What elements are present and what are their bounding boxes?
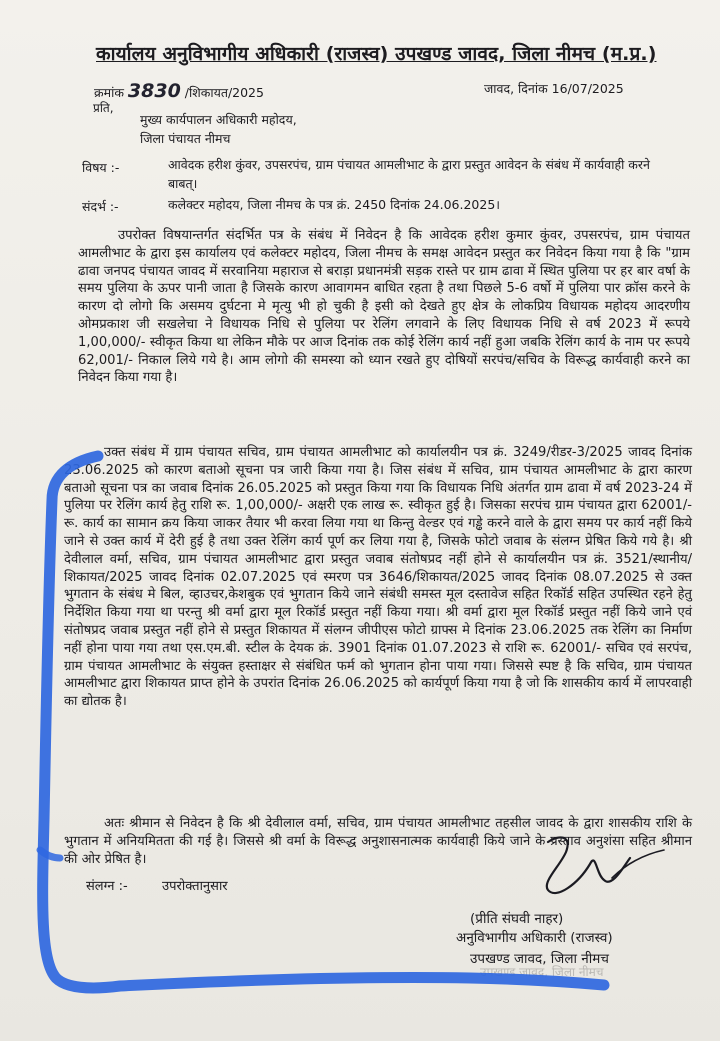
subject-text: आवेदक हरीश कुंवर, उपसरपंच, ग्राम पंचायत आमलीभाट के द्वारा प्रस्तुत आवेदन के संबंध में कार्यवाही करने बाबत्। (168, 157, 650, 191)
office-header: कार्यालय अनुविभागीय अधिकारी (राजस्व) उपखण्ड जावद, जिला नीमच (म.प्र.) (96, 43, 657, 65)
signatory-designation: अनुविभागीय अधिकारी (राजस्व) (456, 930, 613, 946)
reference-letter-text: कलेक्टर महोदय, जिला नीमच के पत्र क्रं. 2450 दिनांक 24.06.2025। (168, 197, 501, 212)
blue-marker-tick (40, 850, 60, 858)
reference-suffix: /शिकायत/2025 (184, 85, 264, 100)
reference-prefix: क्रमांक (94, 85, 124, 100)
subject-label: विषय :- (82, 160, 120, 175)
paragraph-recommendation: अतः श्रीमान से निवेदन है कि श्री देवीलाल वर्मा, सचिव, ग्राम पंचायत आमलीभाट तहसील जावद के द्वारा शासकीय राशि के भुगतान में अनियमितता की गई है। जिससे श्री वर्मा के विरूद्ध अनुशासनात्मक कार्यवाही किये जाने के प्रस्ताव अनुशंसा सहित श्रीमान की ओर प्रेषित है। (64, 816, 692, 867)
reference-letter-label: संदर्भ :- (82, 199, 119, 214)
signatory-name: (प्रीति संघवी नाहर) (470, 911, 564, 927)
recipient-block (140, 110, 297, 148)
enclosure-text: उपरोक्तानुसार (162, 879, 228, 894)
signatory-office: उपखण्ड जावद, जिला नीमच (470, 951, 609, 967)
paragraph-investigation: उक्त संबंध में ग्राम पंचायत सचिव, ग्राम पंचायत आमलीभाट को कार्यालयीन पत्र क्रं. 3249/रीडर-3/2025 जावद दिनांक 23.06.2025 को कारण बताओ सूचना पत्र जारी किया गया है। जिस संबंध में सचिव, ग्राम पंचायत आमलीभाट के द्वारा कारण बताओ सूचना पत्र का जवाब दिनांक 26.05.2025 को प्रस्तुत किया गया कि विधायक निधि अंतर्गत ग्राम ढावा में वर्ष 2023-24 में पुलिया पर रेलिंग कार्य हेतु राशि रू. 1,00,000/- अक्षरी एक लाख रू. स्वीकृत हुई है। जिसका सरपंच ग्राम पंचायत द्वारा 62001/- रू. कार्य का सामान क्रय किया जाकर तैयार भी करवा लिया गया था किन्तु वेल्डर एवं गड्ढे करने वाले के द्वारा समय पर कार्य नहीं किये जाने से उक्त कार्य में देरी हुई है तथा उक्त रेलिंग कार्य पूर्ण कर लिया गया है, जिसके फोटो जवाब के संलग्न प्रेषित किये गये है। श्री देवीलाल वर्मा, सचिव, ग्राम पंचायत आमलीभाट द्वारा प्रस्तुत जवाब संतोषप्रद नहीं होने से कार्यालयीन पत्र क्रं. 3521/स्थानीय/शिकायत/2025 जावद दिनांक 02.07.2025 एवं स्मरण पत्र 3646/शिकायत/2025 जावद दिनांक 08.07.2025 से उक्त भुगतान के संबंध मे बिल, व्हाउचर,केशबुक एवं भुगतान किये जाने संबंधी समस्त मूल दस्तावेज सहित रिकॉर्ड सहित उपस्थित रहने हेतु निर्देशित किया गया था परन्तु श्री वर्मा द्वारा मूल रिकॉर्ड प्रस्तुत नहीं किया गया। श्री वर्मा द्वारा मूल रिकॉर्ड प्रस्तुत नहीं किये जाने एवं संतोषप्रद जवाब प्रस्तुत नहीं होने से प्रस्तुत शिकायत में संलग्न जीपीएस फोटो ग्राफ्स मे दिनांक 23.06.2025 तक रेलिंग का निर्माण नहीं होना पाया गया तथा एस.एम.बी. स्टील के देयक क्रं. 3901 दिनांक 01.07.2023 से राशि रू. 62001/- सचिव एवं सरपंच, ग्राम पंचायत आमलीभाट के संयुक्त हस्ताक्षर से संबंधित फर्म को भुगतान होना पाया गया। जिससे स्पष्ट है कि सचिव, ग्राम पंचायत आमलीभाट द्वारा शिकायत प्राप्त होने के उपरांत दिनांक 26.06.2025 को कार्यपूर्ण किया गया है जो कि शासकीय कार्य में लापरवाही का द्योतक है। (64, 445, 692, 710)
enclosure-label: संलग्न :- (86, 879, 128, 894)
recipient-line-1: मुख्य कार्यपालन अधिकारी महोदय, (140, 112, 297, 127)
prati-label: प्रति, (93, 101, 114, 115)
reference-line (94, 80, 264, 102)
faded-stamp-echo: उपखण्ड जावद, जिला नीमच (480, 965, 604, 979)
paragraph-complaint: उपरोक्त विषयान्तर्गत संदर्भित पत्र के संबंध में निवेदन है कि आवेदक हरीश कुमार कुंवर, उपसरपंच, ग्राम पंचायत आमलीभाट के द्वारा इस कार्यालय एवं कलेक्टर महोदय, जिला नीमच के समक्ष आवेदन प्रस्तुत कर निवेदन किया गया है कि "ग्राम ढावा जनपद पंचायत जावद में सरवानिया महाराज से बराड़ा प्रधानमंत्री सड़क रास्ते पर ग्राम ढावा में स्थित पुलिया पर हर बार वर्षा के समय पुलिया के ऊपर पानी जाता है जिसके कारण आवागमन बाधित रहता है तथा पिछले 5-6 वर्षो में पुलिया पार क्रॉस करने के कारण दो लोगो कि असमय दुर्घटना मे मृत्यु भी हो चुकी है इसी को देखते हुए क्षेत्र के लोकप्रिय विधायक महोदय आदरणीय ओमप्रकाश जी सखलेचा ने विधायक निधि से पुलिया पर रेलिंग लगवाने के लिए विधायक निधि से वर्ष 2023 में रूपये 1,00,000/- स्वीकृत किया था लेकिन मौके पर आज दिनांक तक कोई रेलिंग कार्य नहीं हुआ जबकि रेलिंग कार्य के नाम पर रूपये 62,001/- निकाल लिये गये है। आम लोगो की समस्या को ध्यान रखते हुए दोषियों सरपंच/सचिव के विरूद्ध कार्यवाही करने का निवेदन किया गया है। (78, 228, 690, 386)
date-line: जावद, दिनांक 16/07/2025 (484, 81, 624, 96)
reference-number: 3830 (127, 80, 181, 102)
recipient-line-2: जिला पंचायत नीमच (140, 131, 231, 146)
